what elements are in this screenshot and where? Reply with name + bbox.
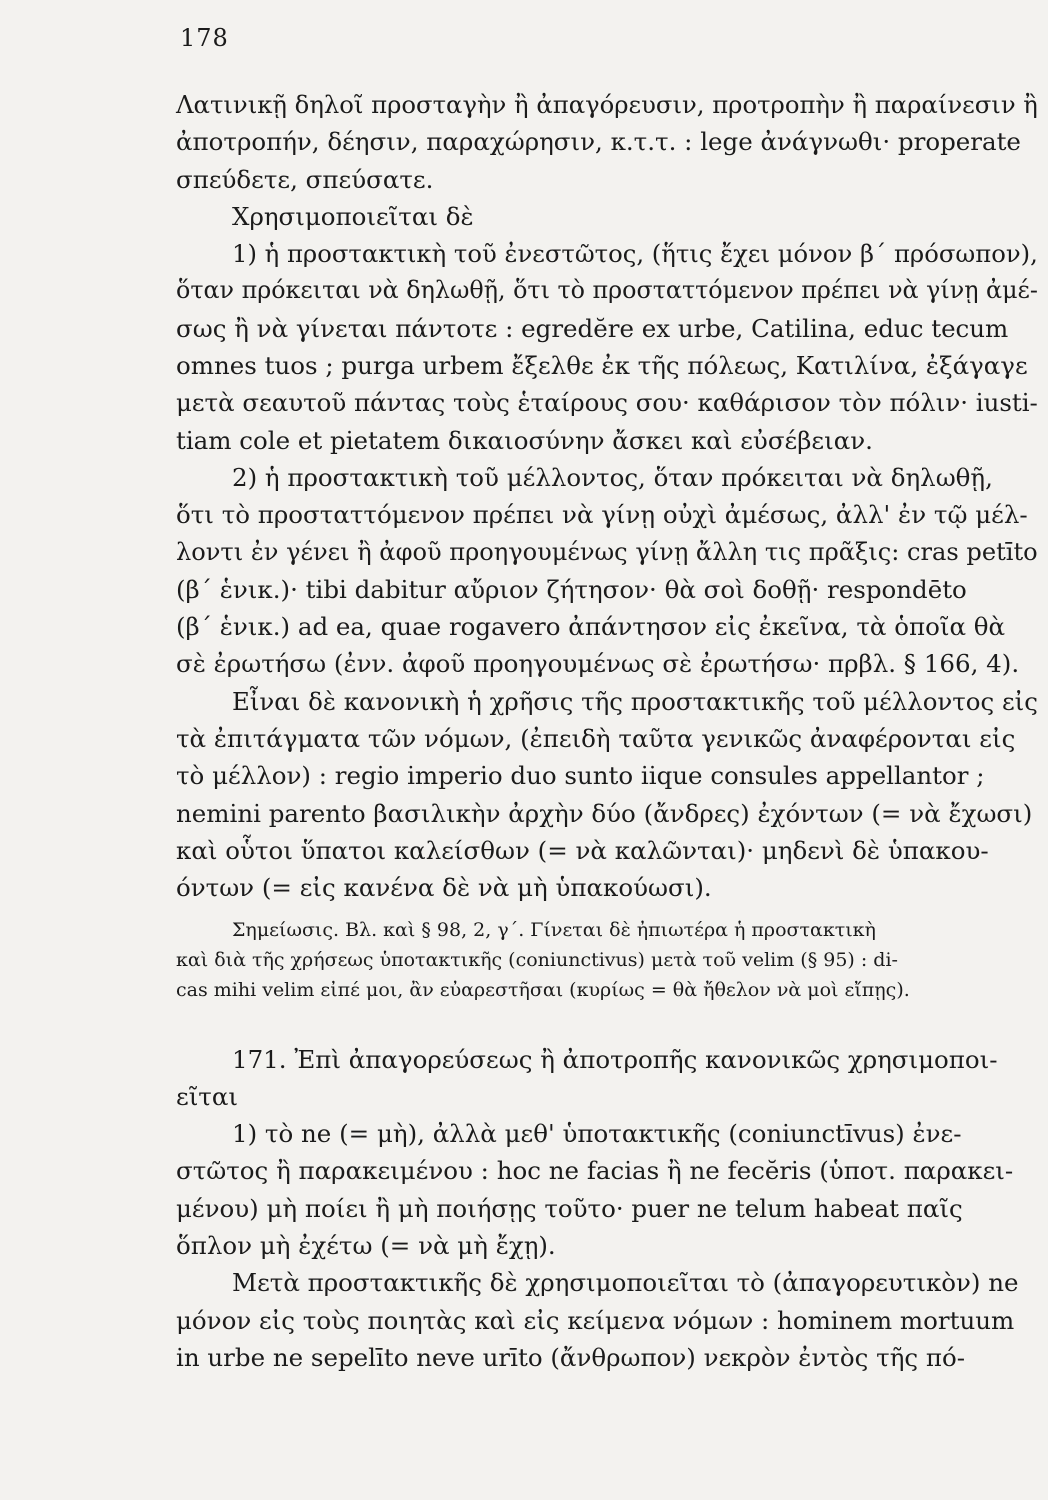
text-line: Εἶναι δὲ κανονικὴ ἡ χρῆσις τῆς προστακτικῆς τοῦ μέλλοντος εἰς	[232, 686, 1038, 716]
paragraph-ne-imperative	[176, 1264, 1038, 1376]
text-line: Χρησιμοποιεῖται δὲ	[232, 201, 474, 231]
text-line: nemini parento βασιλικὴν ἀρχὴν δύο (ἄνδρες) ἐχόντων (= νὰ ἔχωσι)	[176, 798, 1033, 828]
text-line: ὅπλον μὴ ἐχέτω (= νὰ μὴ ἔχῃ).	[176, 1231, 556, 1261]
text-line: λοντι ἐν γένει ἢ ἀφοῦ προηγουμένως γίνῃ ἄλλη τις πρᾶξις: cras petīto	[176, 537, 1038, 566]
paragraph-laws	[176, 683, 1038, 907]
text-line: εῖται	[176, 1081, 239, 1111]
text-line: μόνον εἰς τοὺς ποιητὰς καὶ εἰς κείμενα νόμων : hominem mortuum	[176, 1305, 1015, 1335]
text-line: 1) ἡ προστακτικὴ τοῦ ἐνεστῶτος, (ἥτις ἔχει μόνον β΄ πρόσωπον),	[232, 239, 1038, 269]
text-line: tiam cole et pietatem δικαιοσύνην ἄσκει καὶ εὐσέβειαν.	[176, 425, 873, 455]
text-line: σπεύδετε, σπεύσατε.	[176, 164, 434, 194]
note-line: καὶ διὰ τῆς χρήσεως ὑποτακτικῆς (coniunctivus) μετὰ τοῦ velim (§ 95) : di-	[176, 948, 898, 971]
paragraph-ne-subjunctive	[176, 1115, 1038, 1264]
text-line: omnes tuos ; purga urbem ἔξελθε ἐκ τῆς πόλεως, Κατιλίνα, ἐξάγαγε	[176, 351, 1028, 381]
text-line: σως ἢ νὰ γίνεται πάντοτε : egredĕre ex urbe, Catilina, educ tecum	[176, 313, 1009, 343]
text-line: μένου) μὴ ποίει ἢ μὴ ποιήσῃς τοῦτο· puer ne telum habeat παῖς	[176, 1193, 963, 1223]
text-line: ὅτι τὸ προσταττόμενον πρέπει νὰ γίνῃ οὐχὶ ἀμέσως, ἀλλ' ἐν τῷ μέλ-	[176, 500, 1028, 530]
text-line: Μετὰ προστακτικῆς δὲ χρησιμοποιεῖται τὸ (ἀπαγορευτικὸν) ne	[232, 1268, 1019, 1298]
text-line: ὅταν πρόκειται νὰ δηλωθῇ, ὅτι τὸ προσταττόμενον πρέπει νὰ γίνῃ ἀμέ-	[176, 276, 1038, 305]
text-line: σὲ ἐρωτήσω (ἐνν. ἀφοῦ προηγουμένως σὲ ἐρωτήσω· πρβλ. § 166, 4).	[176, 649, 1020, 679]
text-line: τὰ ἐπιτάγματα τῶν νόμων, (ἐπειδὴ ταῦτα γενικῶς ἀναφέρονται εἰς	[176, 724, 1016, 754]
text-line: (β΄ ἑνικ.)· tibi dabitur αὔριον ζήτησον· θὰ σοὶ δοθῇ· respondēto	[176, 574, 967, 604]
text-line: καὶ οὗτοι ὕπατοι καλείσθων (= νὰ καλῶνται)· μηδενὶ δὲ ὑπακου-	[176, 835, 989, 865]
text-line: Λατινικῇ δηλοῖ προσταγὴν ἢ ἀπαγόρευσιν, προτροπὴν ἢ παραίνεσιν ἢ	[176, 90, 1038, 119]
text-line: 1) τὸ ne (= μὴ), ἀλλὰ μεθ' ὑποτακτικῆς (coniunctīvus) ἐνε-	[232, 1119, 962, 1149]
text-line: (β΄ ἑνικ.) ad ea, quae rogavero ἀπάντησον εἰς ἐκεῖνα, τὰ ὁποῖα θὰ	[176, 612, 1006, 642]
text-line: στῶτος ἢ παρακειμένου : hoc ne facias ἢ ne fecĕris (ὑποτ. παρακει-	[176, 1156, 1014, 1186]
text-line: όντων (= εἰς κανένα δὲ νὰ μὴ ὑπακούωσι).	[176, 873, 712, 903]
text-line: ἀποτροπήν, δέησιν, παραχώρησιν, κ.τ.τ. : lege ἀνάγνωθι· properate	[176, 127, 1021, 157]
note-line: cas mihi velim εἰπέ μοι, ἂν εὐαρεστῆσαι (κυρίως = θὰ ἤθελον νὰ μοὶ εἴπῃς).	[176, 978, 910, 1001]
remark-note	[176, 915, 1038, 1005]
text-line: in urbe ne sepelīto neve urīto (ἄνθρωπον) νεκρὸν ἐντὸς τῆς πό-	[176, 1342, 966, 1372]
text-line: 2) ἡ προστακτικὴ τοῦ μέλλοντος, ὅταν πρόκειται νὰ δηλωθῇ,	[232, 462, 993, 492]
paragraph-future-imperative	[176, 459, 1038, 683]
text-line: τὸ μέλλον) : regio imperio duo sunto iique consules appellantor ;	[176, 761, 985, 791]
page-number: 178	[180, 24, 229, 52]
paragraph-present-imperative	[176, 198, 1038, 459]
text-line: 171. Ἐπὶ ἀπαγορεύσεως ἢ ἀποτροπῆς κανονικῶς χρησιμοποι-	[232, 1044, 998, 1074]
text-line: μετὰ σεαυτοῦ πάντας τοὺς ἑταίρους σου· καθάρισον τὸν πόλιν· iusti-	[176, 388, 1038, 418]
note-line: Σημείωσις. Βλ. καὶ § 98, 2, γ΄. Γίνεται δὲ ἠπιωτέρα ἡ προστακτικὴ	[232, 918, 876, 941]
page-body	[176, 86, 1038, 1376]
section-gap	[176, 1005, 1038, 1041]
paragraph-intro	[176, 86, 1038, 198]
section-171-heading	[176, 1041, 1038, 1116]
